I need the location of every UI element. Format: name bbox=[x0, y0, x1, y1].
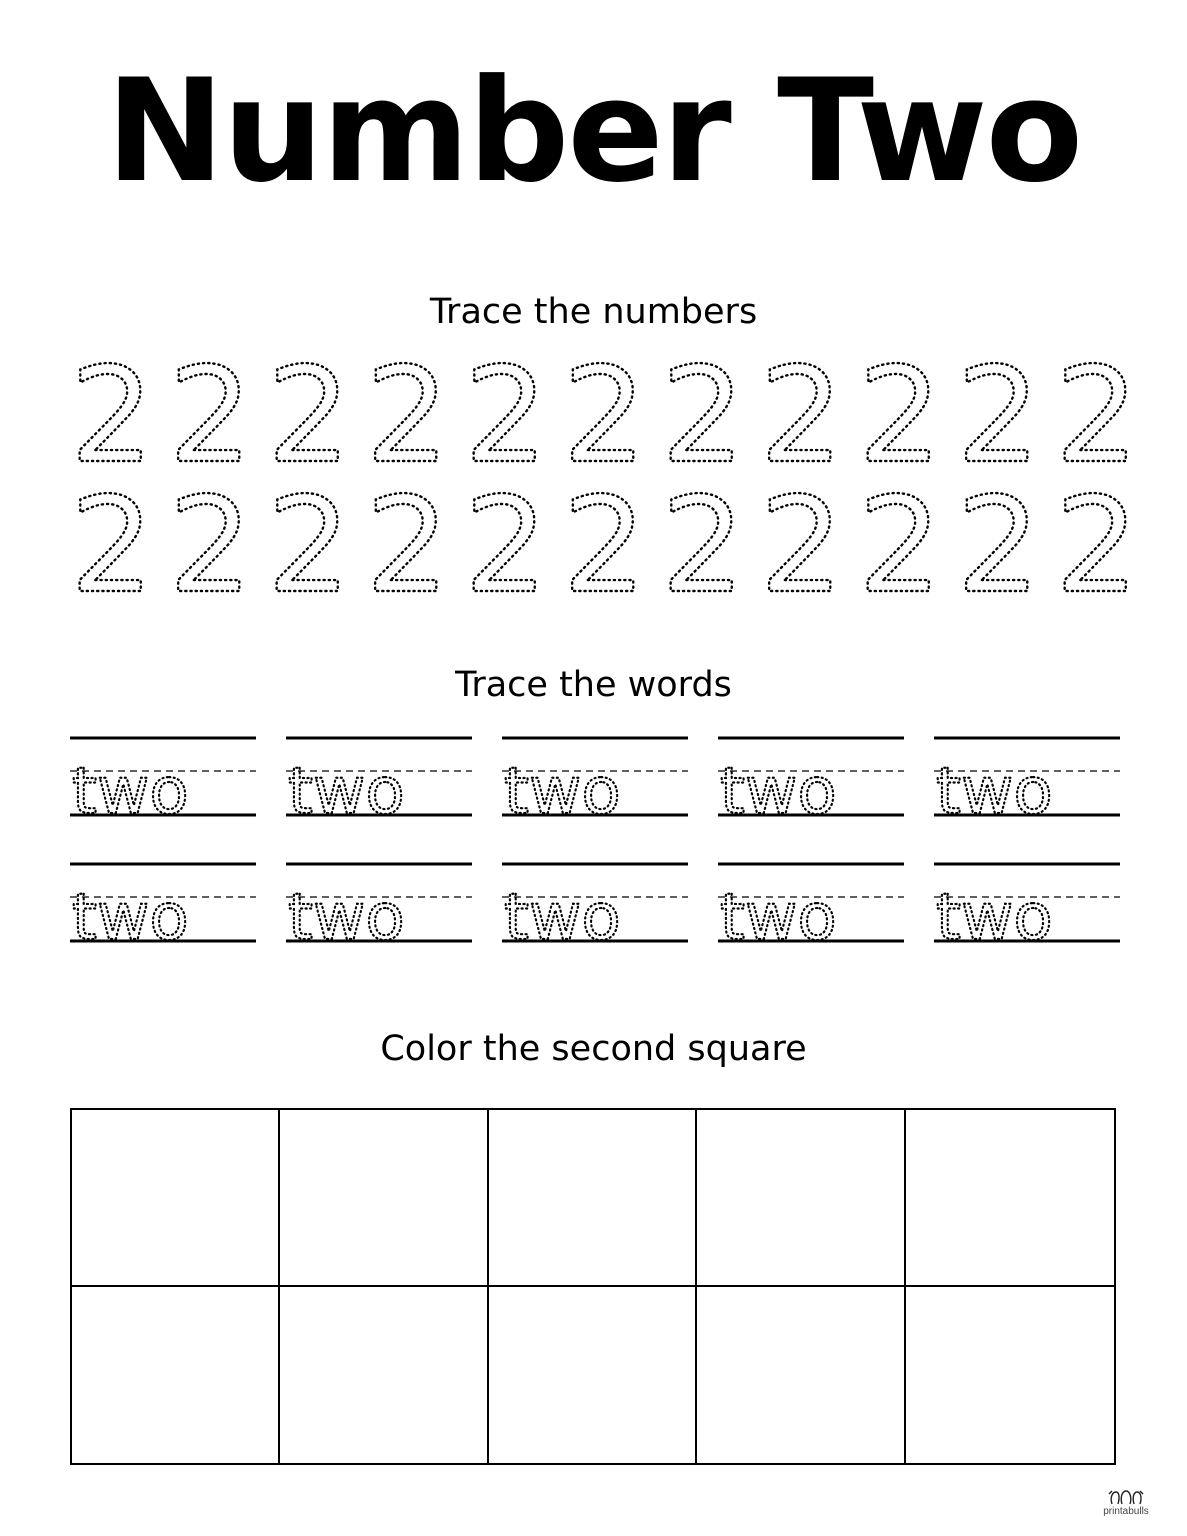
dotted-digit: 2 bbox=[70, 339, 154, 493]
word-trace-cell bbox=[502, 856, 688, 955]
coloring-square-grid bbox=[70, 1108, 1116, 1465]
number-trace-svg bbox=[46, 469, 1156, 623]
dotted-word: two bbox=[504, 881, 621, 955]
coloring-square[interactable] bbox=[906, 1287, 1114, 1464]
word-trace-svg bbox=[502, 856, 688, 955]
coloring-square[interactable] bbox=[280, 1287, 488, 1464]
coloring-square[interactable] bbox=[72, 1110, 280, 1287]
dotted-digit: 2 bbox=[267, 339, 351, 493]
dotted-word: two bbox=[720, 755, 837, 829]
logo-wordmark: printabulls bbox=[1103, 1506, 1149, 1517]
word-trace-cell bbox=[934, 730, 1120, 829]
dotted-digit: 2 bbox=[1055, 339, 1139, 493]
word-trace-svg bbox=[718, 856, 904, 955]
dotted-digit: 2 bbox=[464, 469, 548, 623]
dotted-word: two bbox=[288, 881, 405, 955]
dotted-digit: 2 bbox=[365, 339, 450, 493]
dotted-word: two bbox=[72, 755, 189, 829]
word-trace-row bbox=[66, 856, 1126, 955]
dotted-word: two bbox=[936, 755, 1053, 829]
worksheet-title: Number Two bbox=[105, 49, 1082, 214]
word-trace-svg bbox=[934, 856, 1120, 955]
dotted-digit: 2 bbox=[661, 339, 745, 493]
word-trace-row bbox=[66, 730, 1126, 829]
dotted-digit: 2 bbox=[562, 469, 647, 623]
coloring-square[interactable] bbox=[72, 1287, 280, 1464]
dotted-word: two bbox=[72, 881, 189, 955]
dotted-word: two bbox=[288, 755, 405, 829]
dotted-digit: 2 bbox=[562, 339, 647, 493]
number-trace-row bbox=[46, 469, 1156, 623]
dotted-digit: 2 bbox=[168, 469, 253, 623]
color-squares-heading: Color the second square bbox=[380, 1029, 807, 1069]
word-trace-cell bbox=[70, 856, 256, 955]
dotted-digit: 2 bbox=[759, 469, 844, 623]
trace-numbers-heading: Trace the numbers bbox=[429, 292, 758, 332]
dotted-digit: 2 bbox=[1055, 469, 1139, 623]
dotted-digit: 2 bbox=[365, 469, 450, 623]
word-trace-svg bbox=[286, 730, 472, 829]
dotted-digit: 2 bbox=[956, 469, 1041, 623]
coloring-square[interactable] bbox=[280, 1110, 488, 1287]
word-trace-cell bbox=[70, 730, 256, 829]
word-trace-svg bbox=[286, 856, 472, 955]
word-trace-svg bbox=[718, 730, 904, 829]
word-trace-cell bbox=[934, 856, 1120, 955]
dotted-digit: 2 bbox=[759, 339, 844, 493]
word-trace-cell bbox=[286, 856, 472, 955]
dotted-digit: 2 bbox=[267, 469, 351, 623]
dotted-digit: 2 bbox=[858, 339, 942, 493]
coloring-square[interactable] bbox=[489, 1110, 697, 1287]
word-trace-svg bbox=[502, 730, 688, 829]
coloring-square[interactable] bbox=[906, 1110, 1114, 1287]
bull-icon bbox=[1106, 1488, 1146, 1506]
printabulls-logo bbox=[1096, 1488, 1156, 1528]
word-trace-svg bbox=[70, 856, 256, 955]
coloring-square[interactable] bbox=[697, 1287, 905, 1464]
coloring-square[interactable] bbox=[489, 1287, 697, 1464]
word-trace-cell bbox=[502, 730, 688, 829]
word-trace-svg bbox=[70, 730, 256, 829]
dotted-digit: 2 bbox=[661, 469, 745, 623]
trace-words-heading: Trace the words bbox=[455, 665, 732, 705]
dotted-digit: 2 bbox=[956, 339, 1041, 493]
coloring-square[interactable] bbox=[697, 1110, 905, 1287]
dotted-digit: 2 bbox=[858, 469, 942, 623]
word-trace-cell bbox=[718, 856, 904, 955]
word-trace-cell bbox=[286, 730, 472, 829]
dotted-word: two bbox=[504, 755, 621, 829]
word-trace-svg bbox=[934, 730, 1120, 829]
dotted-word: two bbox=[720, 881, 837, 955]
dotted-digit: 2 bbox=[70, 469, 154, 623]
dotted-digit: 2 bbox=[464, 339, 548, 493]
dotted-digit: 2 bbox=[168, 339, 253, 493]
dotted-word: two bbox=[936, 881, 1053, 955]
word-trace-cell bbox=[718, 730, 904, 829]
